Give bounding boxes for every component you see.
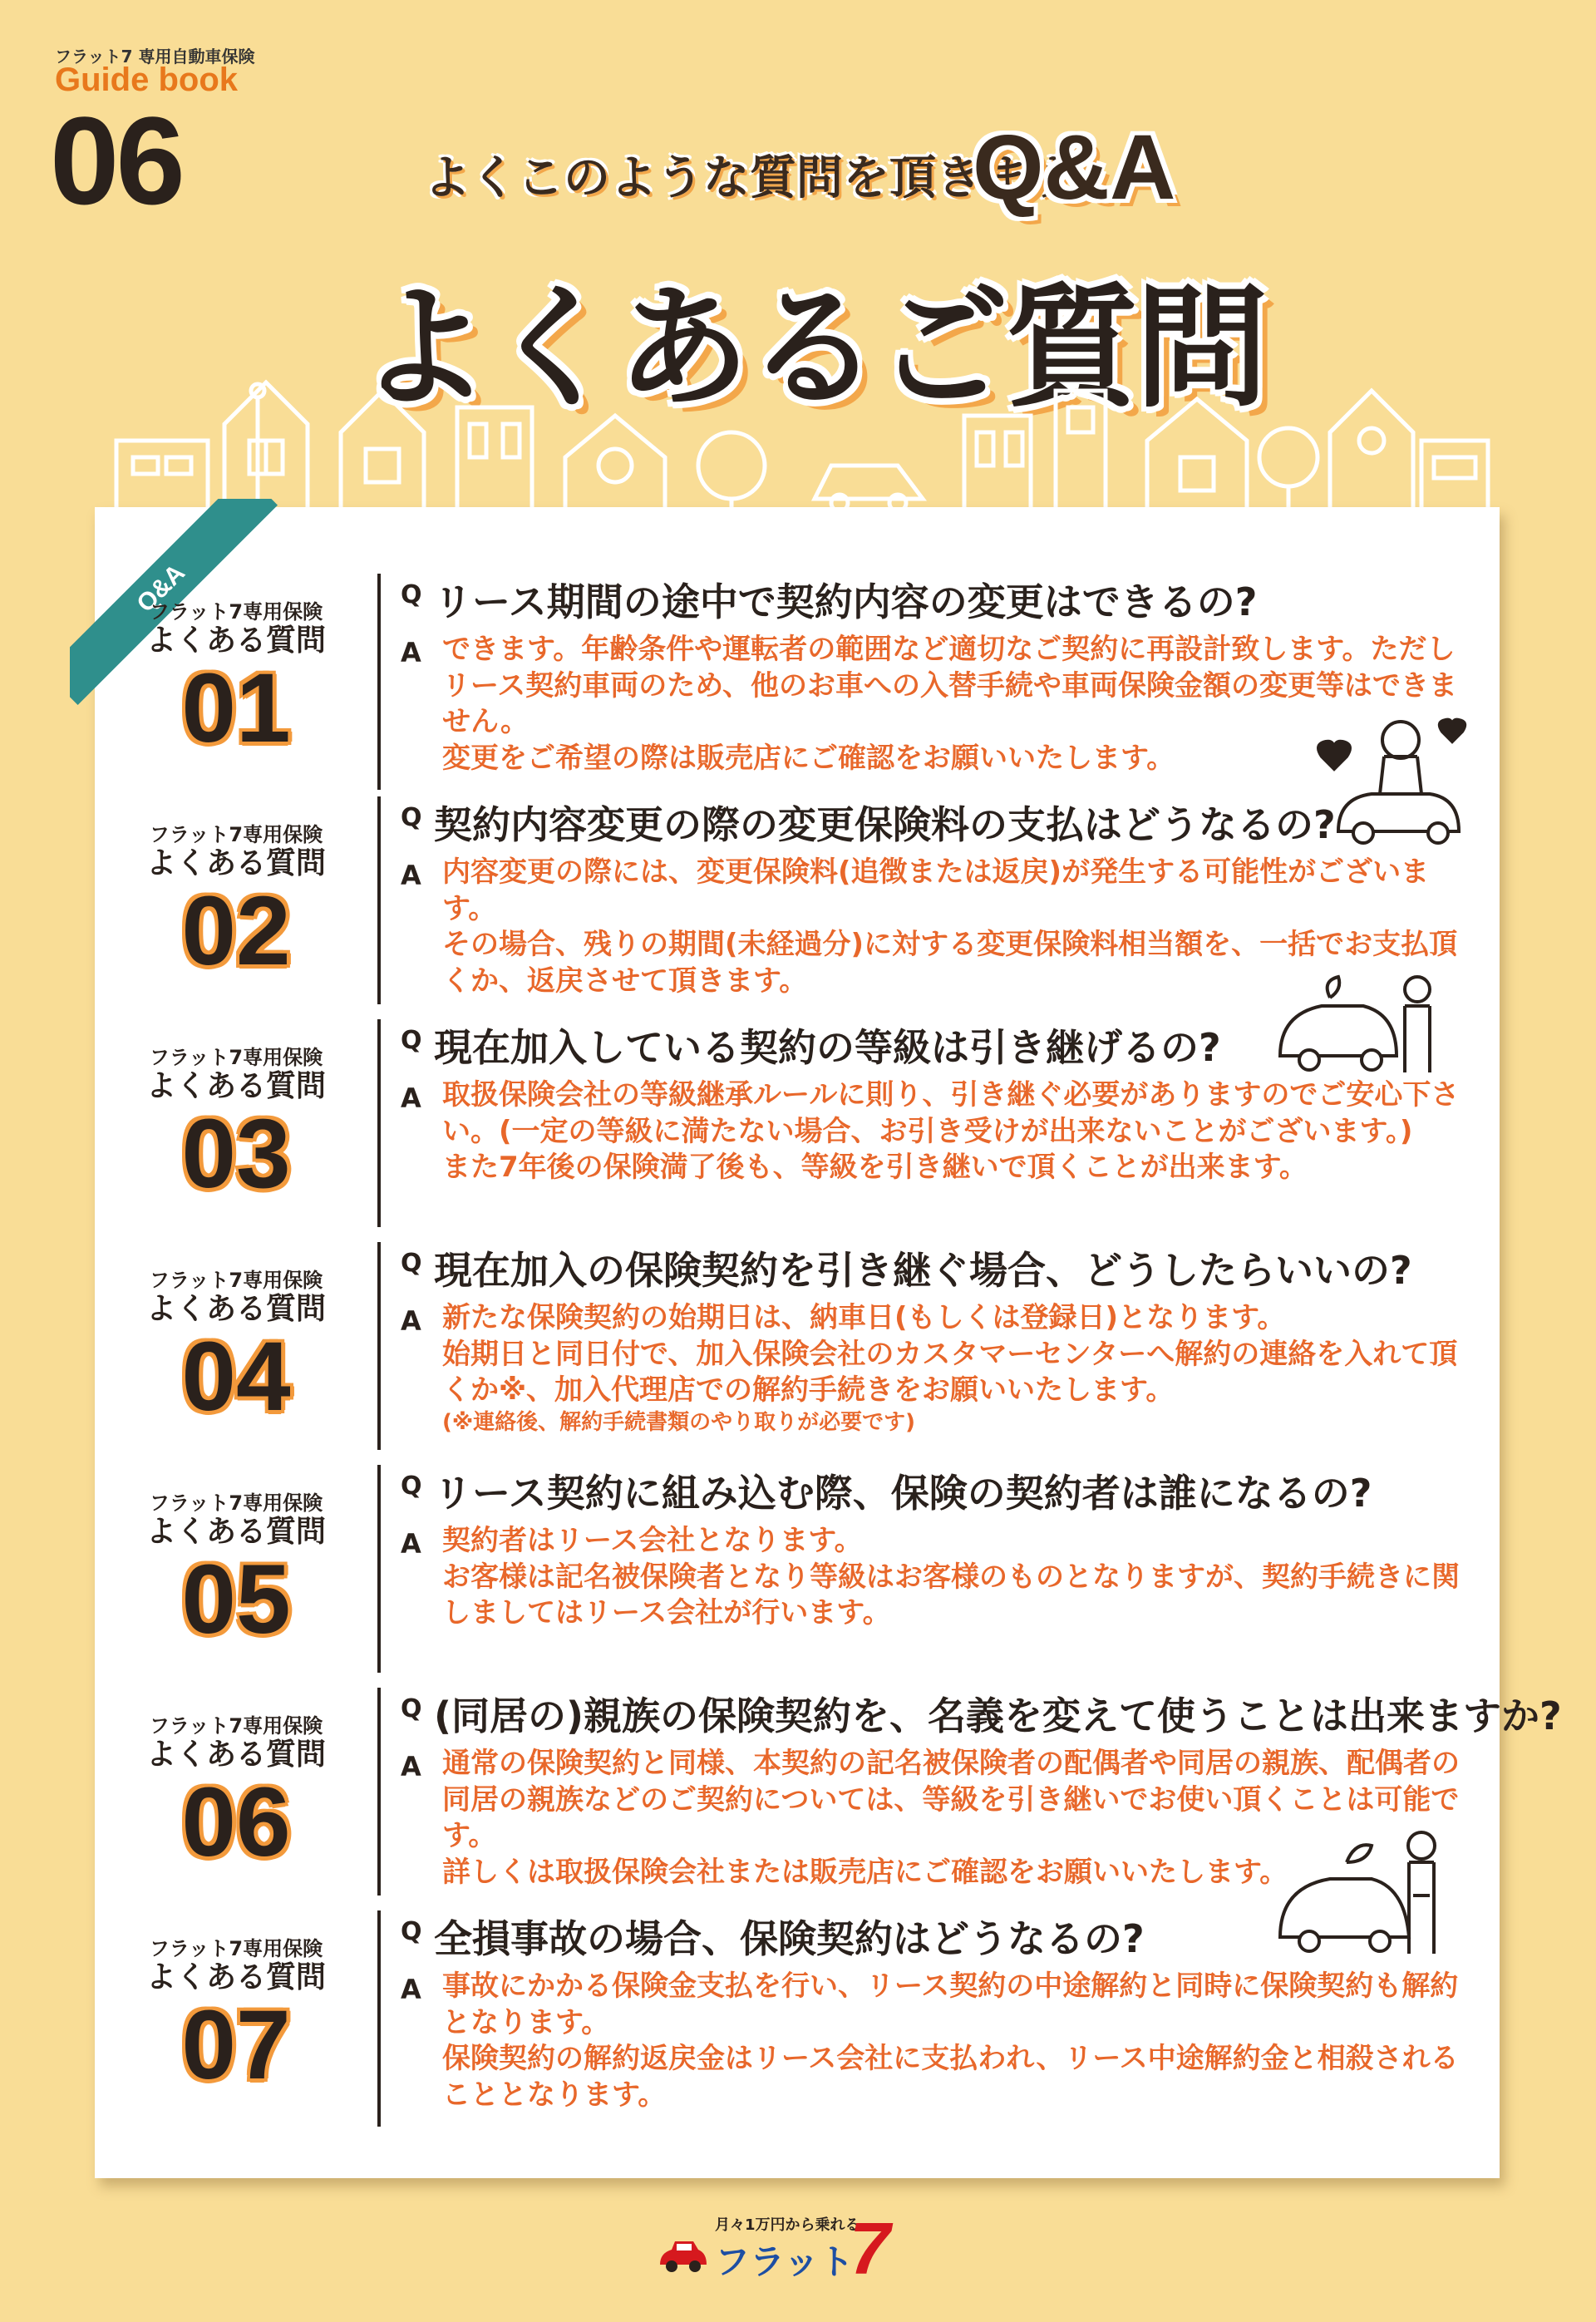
page-number: 06 [50, 91, 182, 230]
question-text: 現在加入の保険契約を引き継ぐ場合、どうしたらいいの? [434, 1248, 1412, 1293]
faq-number: 02 [181, 875, 291, 986]
answer-text [442, 1300, 1473, 1437]
qa-heading: Q&A [973, 116, 1176, 219]
faq-label-main: よくある質問 [145, 624, 326, 658]
faq-label [95, 1679, 377, 1877]
answer-mark: A [401, 860, 421, 891]
question-text: (同居の)親族の保険契約を、名義を変えて使うことは出来ますか? [434, 1693, 1562, 1738]
faq-label-main: よくある質問 [145, 1515, 326, 1549]
faq-number: 06 [181, 1767, 291, 1877]
question-mark: Q [401, 580, 422, 609]
footer-brand-number: 7 [850, 2207, 890, 2290]
faq-label [95, 1234, 377, 1432]
answer-paragraph: 取扱保険会社の等級継承ルールに則り、引き継ぐ必要がありますのでご安心下さい。(一定の等級に満たない場合、お引き受けが出来ないことがございます。) [442, 1078, 1460, 1148]
faq-number: 04 [181, 1321, 291, 1432]
answer-text [442, 1969, 1473, 2113]
answer-mark: A [401, 1305, 421, 1337]
faq-label [95, 1902, 377, 2100]
subtitle: よくこのような質問を頂きます [424, 151, 1076, 205]
divider-line [377, 1465, 381, 1673]
car-logo-icon [657, 2235, 710, 2275]
question-text: リース契約に組み込む際、保険の契約者は誰になるの? [434, 1471, 1372, 1516]
question-mark: Q [401, 1917, 422, 1946]
answer-paragraph: 始期日と同日付で、加入保険会社のカスタマーセンターへ解約の連絡を入れて頂くか※、加入代理店での解約手続きをお願いいたします。 [442, 1337, 1458, 1407]
question-mark: Q [401, 803, 422, 832]
question-mark: Q [401, 1026, 422, 1055]
question-text: リース期間の途中で契約内容の変更はできるの? [434, 579, 1258, 624]
faq-label-small: フラット7専用保険 [149, 600, 323, 624]
page-title: よくあるご質問 [357, 270, 1266, 426]
divider-line [377, 1242, 381, 1450]
question-mark: Q [401, 1694, 422, 1723]
town-skyline-illustration [100, 366, 1496, 515]
faq-label-small: フラット7専用保険 [149, 1714, 323, 1738]
answer-paragraph: 保険契約の解約返戻金はリース会社に支払われ、リース中途解約金と相殺されることとなります。 [442, 2042, 1459, 2112]
answer-mark: A [401, 1528, 421, 1560]
qa-ribbon-label: Q&A [70, 499, 278, 705]
divider-line [377, 796, 381, 1004]
answer-mark: A [401, 1974, 421, 2005]
faq-label-small: フラット7専用保険 [149, 823, 323, 846]
faq-number: 01 [181, 653, 291, 763]
answer-mark: A [401, 637, 421, 668]
faq-label-main: よくある質問 [145, 1292, 326, 1326]
answer-paragraph: 新たな保険契約の始期日は、納車日(もしくは登録日)となります。 [442, 1301, 1286, 1334]
divider-line [377, 1019, 381, 1227]
answer-paragraph: 内容変更の際には、変更保険料(追徴または返戻)が発生する可能性がございます。 [442, 855, 1430, 925]
divider-line [377, 1910, 381, 2127]
faq-label-small: フラット7専用保険 [149, 1046, 323, 1069]
answer-paragraph: 契約者はリース会社となります。 [442, 1524, 863, 1557]
faq-label-main: よくある質問 [145, 846, 326, 880]
answer-paragraph: できます。年齢条件や運転者の範囲など適切なご契約に再設計致します。ただしリース契約車両のため、他のお車への入替手続や車両保険金額の変更等はできません。 [442, 633, 1457, 739]
faq-label [95, 1011, 377, 1209]
faq-item-01 [95, 565, 1500, 781]
answer-mark: A [401, 1751, 421, 1782]
footer-brand: フラット [715, 2242, 855, 2281]
faq-item-04 [95, 1234, 1500, 1450]
faq-label [95, 1457, 377, 1654]
faq-label-main: よくある質問 [145, 1069, 326, 1103]
faq-label [95, 565, 377, 763]
question-text: 契約内容変更の際の変更保険料の支払はどうなるの? [434, 802, 1336, 847]
question-mark: Q [401, 1472, 422, 1501]
broken-car-and-man-illustration [1272, 1821, 1446, 1962]
faq-number: 03 [181, 1098, 291, 1209]
faq-label [95, 788, 377, 986]
answer-text [442, 1523, 1473, 1632]
answer-paragraph: 変更をご希望の際は販売店にご確認をお願いいたします。 [442, 741, 1175, 775]
answer-paragraph: 通常の保険契約と同様、本契約の記名被保険者の配偶者や同居の親族、配偶者の同居の親族などのご契約については、等級を引き継いでお使い頂くことは可能です。 [442, 1747, 1460, 1853]
answer-text [442, 1077, 1473, 1186]
question-mark: Q [401, 1249, 422, 1278]
answer-mark: A [401, 1082, 421, 1114]
car-and-woman-illustration [1272, 964, 1438, 1081]
faq-item-05 [95, 1457, 1500, 1673]
answer-paragraph: また7年後の保険満了後も、等級を引き継いで頂くことが出来ます。 [442, 1151, 1308, 1185]
answer-note: (※連絡後、解約手続書類のやり取りが必要です) [442, 1409, 916, 1435]
question-text: 現在加入している契約の等級は引き継げるの? [434, 1025, 1221, 1070]
footer-tagline: 月々1万円から乗れる [715, 2216, 860, 2234]
faq-label-small: フラット7専用保険 [149, 1937, 323, 1960]
person-in-car-illustration [1305, 707, 1471, 848]
answer-paragraph: 事故にかかる保険金支払を行い、リース契約の中途解約と同時に保険契約も解約となります。 [442, 1970, 1459, 2039]
divider-line [377, 1688, 381, 1896]
faq-label-main: よくある質問 [145, 1960, 326, 1994]
faq-label-small: フラット7専用保険 [149, 1491, 323, 1515]
footer-logo [657, 2207, 939, 2290]
faq-number: 05 [181, 1544, 291, 1654]
faq-number: 07 [181, 1989, 291, 2100]
series-label: フラット7 専用自動車保険 [55, 47, 255, 67]
guide-book-label: Guide book [55, 62, 238, 98]
faq-label-main: よくある質問 [145, 1738, 326, 1772]
faq-label-small: フラット7専用保険 [149, 1269, 323, 1292]
answer-paragraph: その場合、残りの期間(未経過分)に対する変更保険料相当額を、一括でお支払頂くか、返戻させて頂きます。 [442, 928, 1458, 998]
question-text: 全損事故の場合、保険契約はどうなるの? [434, 1916, 1145, 1961]
answer-paragraph: お客様は記名被保険者となり等級はお客様のものとなりますが、契約手続きに関しましてはリース会社が行います。 [442, 1560, 1460, 1630]
divider-line [377, 574, 381, 790]
answer-paragraph: 詳しくは取扱保険会社または販売店にご確認をお願いいたします。 [442, 1855, 1288, 1889]
